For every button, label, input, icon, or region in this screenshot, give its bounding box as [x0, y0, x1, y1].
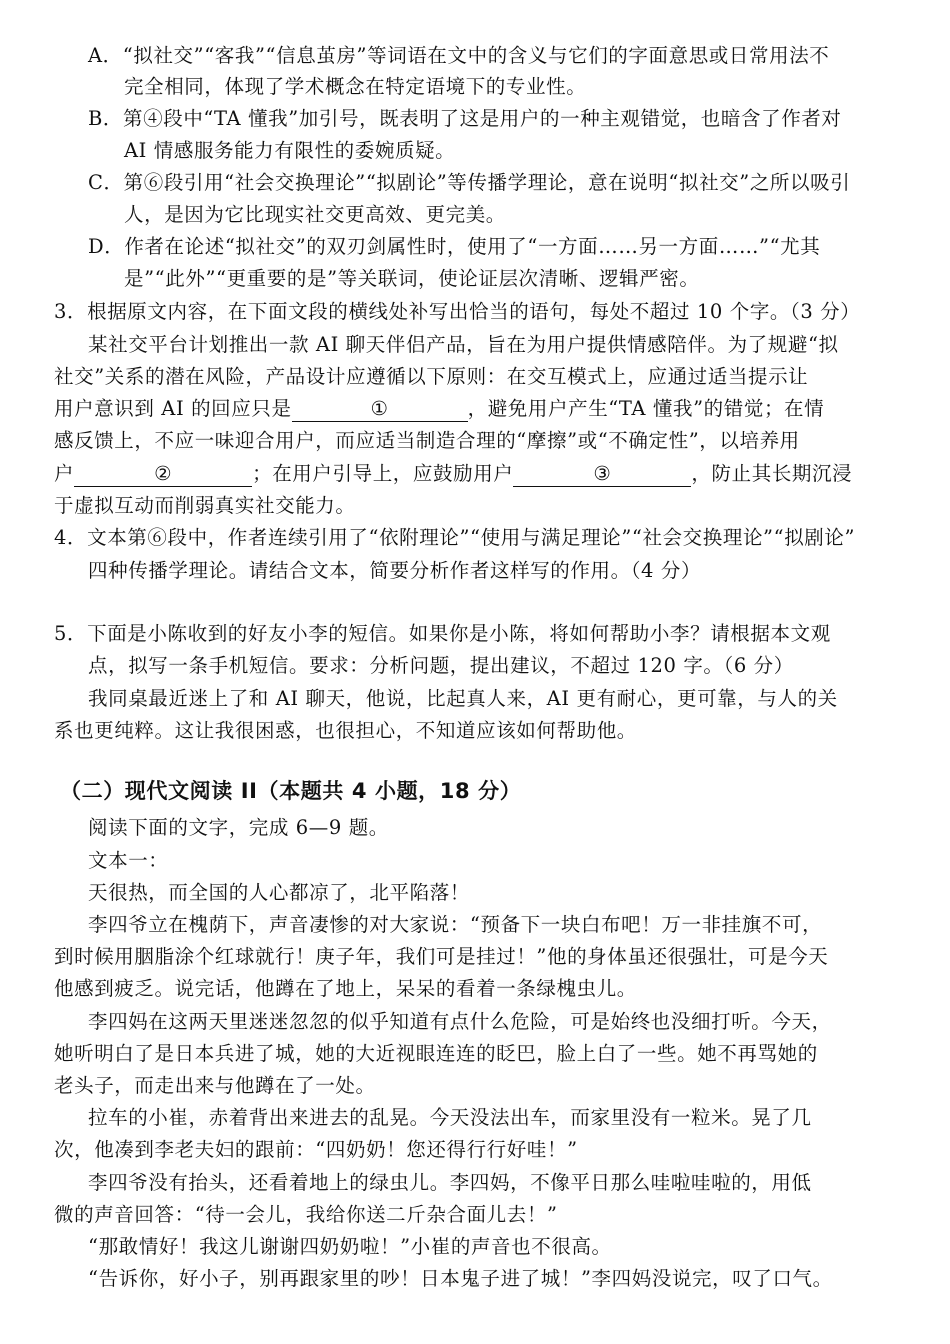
text-label: 文本一： [88, 849, 169, 872]
option-b-line1: B．第④段中“TA 懂我”加引号，既表明了这是用户的一种主观错觉，也暗含了作者对 [88, 107, 842, 130]
option-b-line2: AI 情感服务能力有限性的委婉质疑。 [124, 139, 456, 162]
passage-line: 天很热，而全国的人心都凉了，北平陷落！ [88, 881, 470, 904]
question-5-line1: 5．下面是小陈收到的好友小李的短信。如果你是小陈，将如何帮助小李？请根据本文观 [54, 622, 831, 645]
fill-blank-3[interactable]: ③ [513, 462, 691, 487]
q3-line3-part2: ，避免用户产生“TA 懂我”的错觉；在情 [467, 397, 825, 420]
q3-line5-part3: ，防止其长期沉浸 [691, 462, 853, 485]
section-heading: （二）现代文阅读 II（本题共 4 小题，18 分） [60, 779, 522, 803]
question-5-message-line1: 我同桌最近迷上了和 AI 聊天，他说，比起真人来，AI 更有耐心，更可靠，与人的关 [88, 687, 838, 710]
option-a-line2: 完全相同，体现了学术概念在特定语境下的专业性。 [124, 75, 587, 98]
option-a-line1: A．“拟社交”“客我”“信息茧房”等词语在文中的含义与它们的字面意思或日常用法不 [88, 44, 830, 67]
passage-line: 李四妈在这两天里迷迷忽忽的似乎知道有点什么危险，可是始终也没细打听。今天， [88, 1010, 832, 1033]
q3-line3-part1: 用户意识到 AI 的回应只是 [54, 397, 292, 420]
option-d-line1: D．作者在论述“拟社交”的双刃剑属性时，使用了“一方面……另一方面……”“尤其 [88, 235, 821, 258]
fill-blank-1[interactable]: ① [292, 397, 468, 422]
section-instruction: 阅读下面的文字，完成 6—9 题。 [88, 816, 389, 839]
passage-line: 拉车的小崔，赤着背出来进去的乱晃。今天没法出车，而家里没有一粒米。晃了几 [88, 1106, 812, 1129]
question-5-line2: 点，拟写一条手机短信。要求：分析问题，提出建议，不超过 120 字。（6 分） [88, 654, 794, 677]
question-3-text-line3 [54, 394, 950, 424]
passage-line: 微的声音回答：“待一会儿，我给你送二斤杂合面儿去！” [54, 1203, 558, 1226]
passage-line: “那敢情好！我这儿谢谢四奶奶啦！”小崔的声音也不很高。 [88, 1235, 612, 1258]
passage-line: 她听明白了是日本兵进了城，她的大近视眼连连的眨巴，脸上白了一些。她不再骂她的 [54, 1042, 818, 1065]
option-d-line2: 是”“此外”“更重要的是”等关联词，使论证层次清晰、逻辑严密。 [124, 267, 700, 290]
passage-line: 老头子，而走出来与他蹲在了一处。 [54, 1074, 376, 1097]
q3-line5-part1: 户 [54, 462, 75, 485]
question-5-message-line2: 系也更纯粹。这让我很困惑，也很担心，不知道应该如何帮助他。 [54, 719, 637, 742]
passage-line: 李四爷没有抬头，还看着地上的绿虫儿。李四妈，不像平日那么哇啦哇啦的，用低 [88, 1171, 812, 1194]
passage-line: 他感到疲乏。说完话，他蹲在了地上，呆呆的看着一条绿槐虫儿。 [54, 977, 637, 1000]
passage-line: 到时候用胭脂涂个红球就行！庚子年，我们可是挂过！”他的身体虽还很强壮，可是今天 [54, 945, 829, 968]
passage-line: “告诉你，好小子，别再跟家里的吵！日本鬼子进了城！”李四妈没说完，叹了口气。 [88, 1267, 833, 1290]
passage-line: 李四爷立在槐荫下，声音凄惨的对大家说：“预备下一块白布吧！万一非挂旗不可， [88, 913, 823, 936]
fill-blank-2[interactable]: ② [74, 462, 252, 487]
question-3-text-line2: 社交”关系的潜在风险，产品设计应遵循以下原则：在交互模式上，应通过适当提示让 [54, 365, 809, 388]
question-3-stem: 3．根据原文内容，在下面文段的横线处补写出恰当的语句，每处不超过 10 个字。（3 分） [54, 300, 861, 323]
passage-line: 次，他凑到李老夫妇的跟前：“四奶奶！您还得行行好哇！” [54, 1138, 578, 1161]
q3-line5-part2: ；在用户引导上，应鼓励用户 [252, 462, 514, 485]
question-3-text-line4: 感反馈上，不应一味迎合用户，而应适当制造合理的“摩擦”或“不确定性”，以培养用 [54, 429, 800, 452]
question-3-text-line1: 某社交平台计划推出一款 AI 聊天伴侣产品，旨在为用户提供情感陪伴。为了规避“拟 [88, 333, 839, 356]
question-3-text-line5 [54, 459, 950, 489]
option-c-line2: 人，是因为它比现实社交更高效、更完美。 [124, 203, 506, 226]
option-c-line1: C．第⑥段引用“社会交换理论”“拟剧论”等传播学理论，意在说明“拟社交”之所以吸引 [88, 171, 851, 194]
question-3-text-line6: 于虚拟互动而削弱真实社交能力。 [54, 494, 356, 517]
question-4-line1: 4．文本第⑥段中，作者连续引用了“依附理论”“使用与满足理论”“社会交换理论”“拟剧论” [54, 526, 856, 549]
question-4-line2: 四种传播学理论。请结合文本，简要分析作者这样写的作用。（4 分） [88, 559, 702, 582]
